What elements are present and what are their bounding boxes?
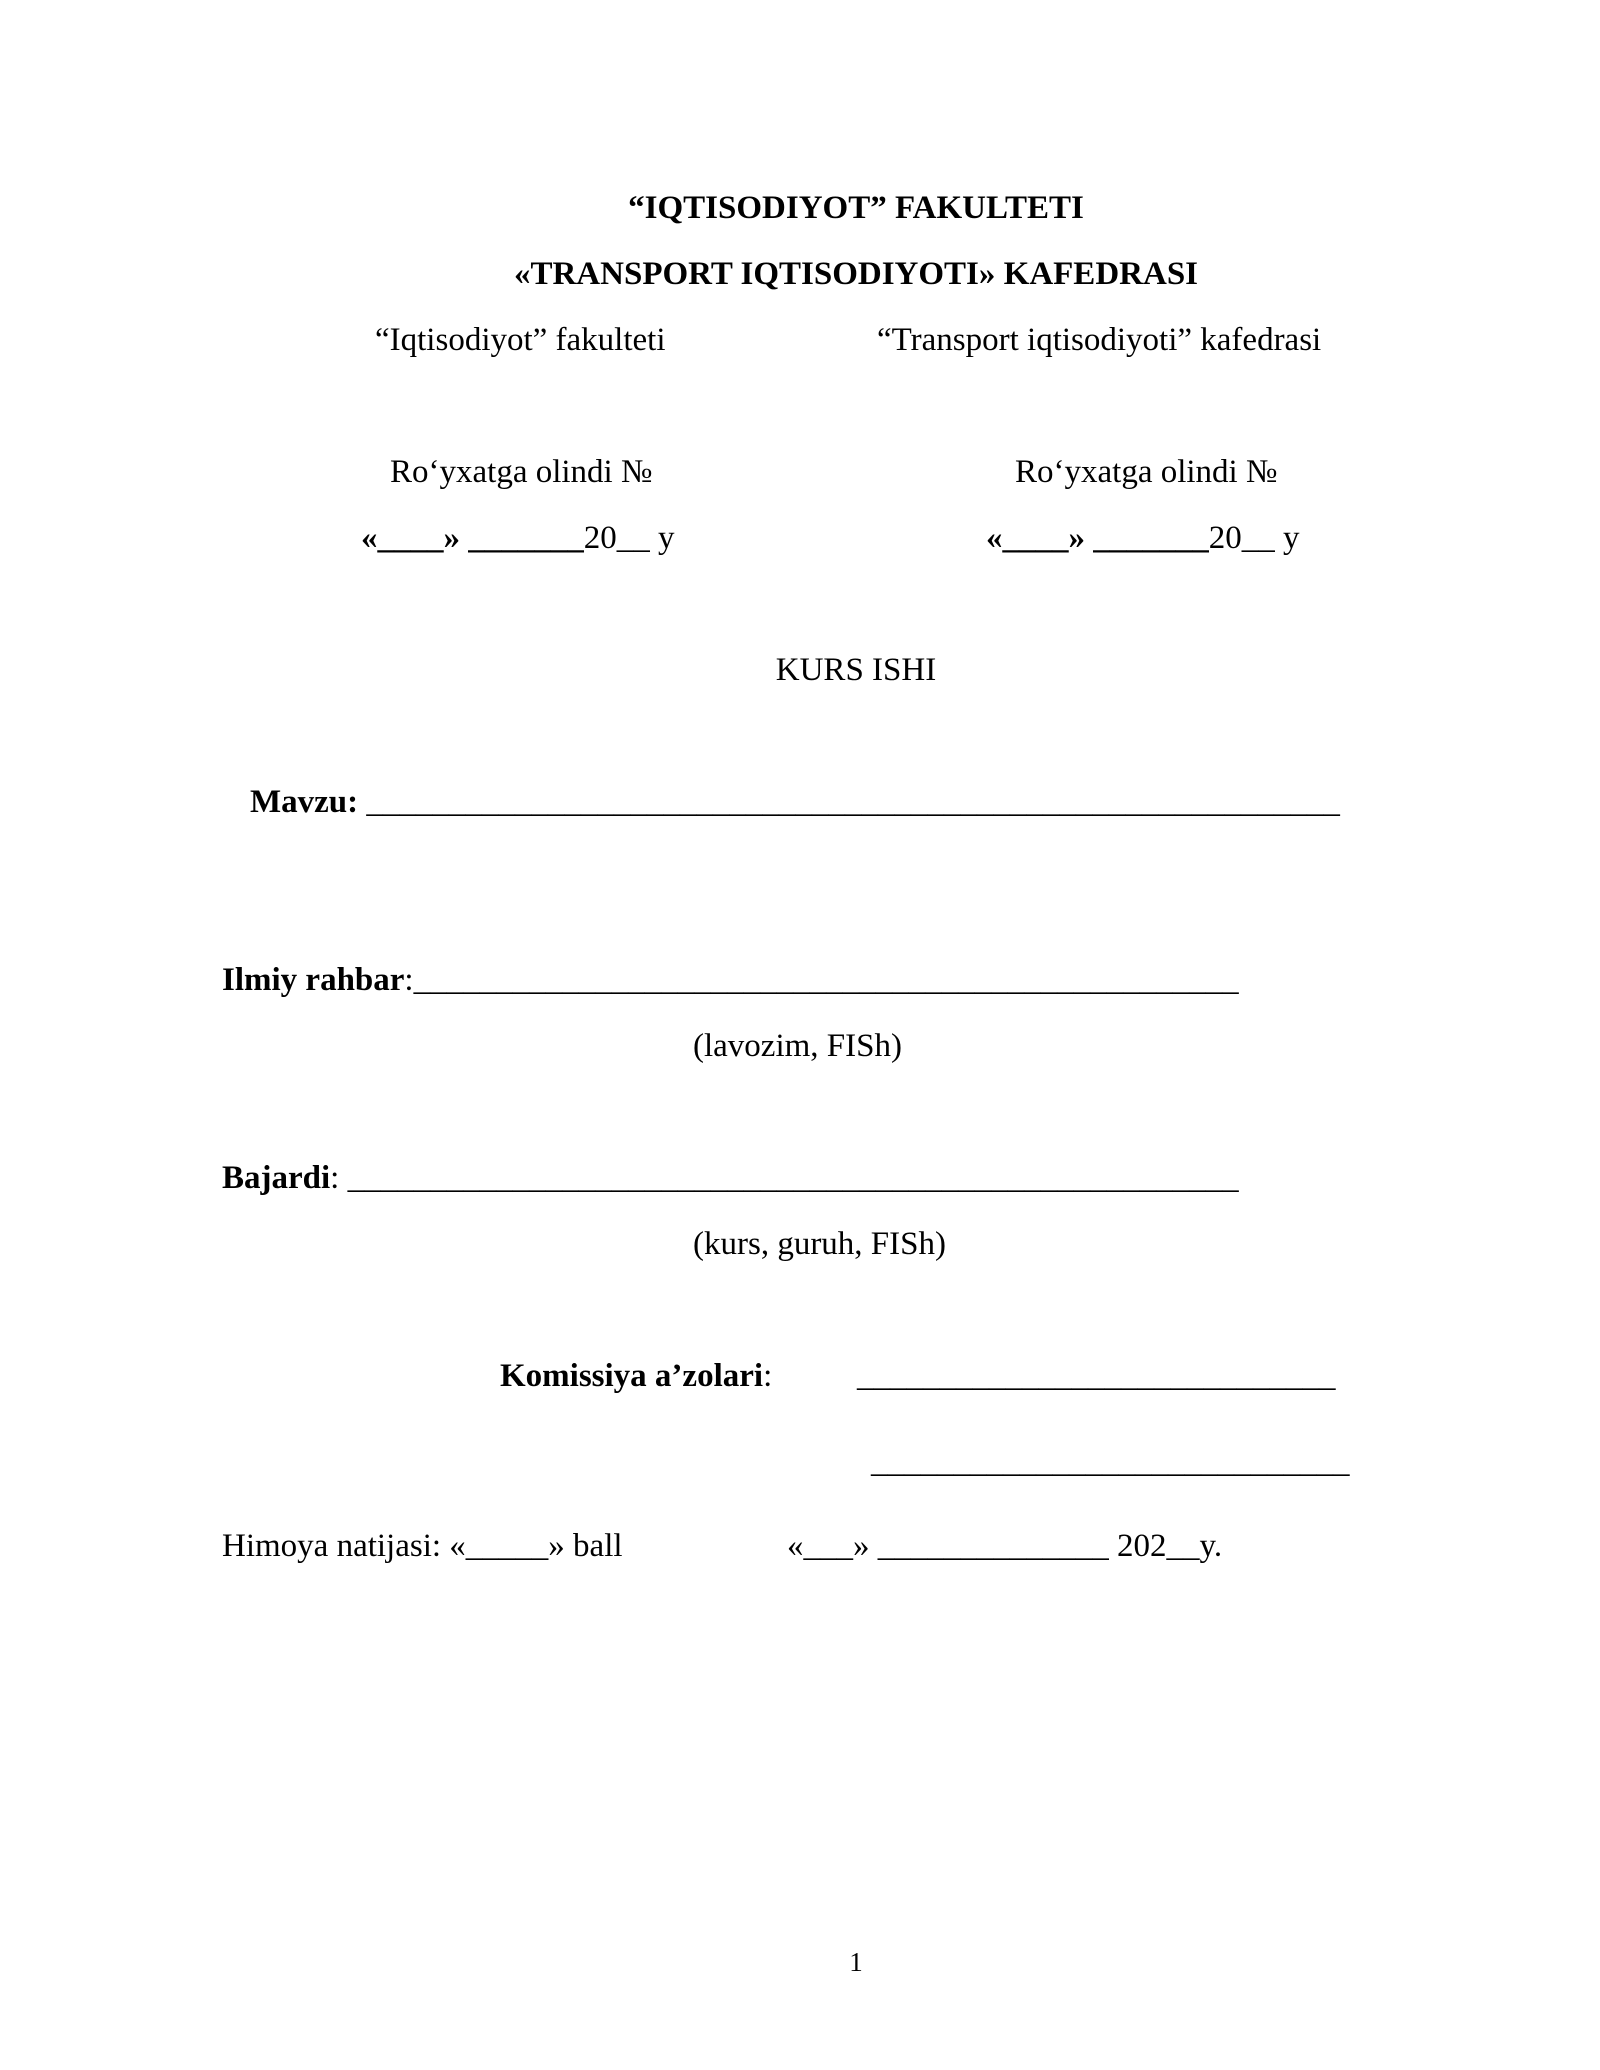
- commission-colon: :: [763, 1358, 773, 1394]
- department-title: «TRANSPORT IQTISODIYOTI» KAFEDRASI: [513, 256, 1199, 292]
- commission-member-line-2: _____________________________: [871, 1444, 1350, 1480]
- performer-row: [222, 1158, 1239, 1198]
- registration-date-right: [986, 518, 1300, 558]
- faculty-name-left: “Iqtisodiyot” fakulteti: [375, 322, 666, 358]
- supervisor-row: [222, 960, 1239, 1000]
- department-name-right: “Transport iqtisodiyoti” kafedrasi: [877, 322, 1322, 358]
- commission-label: Komissiya a’zolari: [500, 1358, 764, 1394]
- document-type: KURS ISHI: [775, 652, 937, 688]
- registration-label-right: Ro‘yxatga olindi №: [1015, 454, 1278, 490]
- commission-row: [500, 1356, 772, 1396]
- supervisor-line: :__________________________________________________: [404, 962, 1239, 998]
- registration-date-left-month: _______: [468, 520, 584, 556]
- registration-date-left-year: 20__ y: [583, 520, 675, 556]
- defense-result: Himoya natijasi: «_____» ball: [222, 1528, 623, 1564]
- page-number: 1: [849, 1947, 863, 1977]
- registration-date-right-month: _______: [1093, 520, 1209, 556]
- registration-date-left-day: «____»: [361, 520, 460, 556]
- topic-row: [250, 782, 1340, 822]
- performer-hint: (kurs, guruh, FISh): [693, 1226, 946, 1262]
- performer-line: : ______________________________________________________: [330, 1160, 1239, 1196]
- topic-label: Mavzu:: [250, 784, 359, 820]
- commission-member-line-1: _____________________________: [857, 1358, 1336, 1394]
- faculty-title: “IQTISODIYOT” FAKULTETI: [628, 190, 1084, 226]
- registration-label-left: Ro‘yxatga olindi №: [390, 454, 653, 490]
- performer-label: Bajardi: [222, 1160, 331, 1196]
- supervisor-label: Ilmiy rahbar: [222, 962, 405, 998]
- registration-date-left: [361, 518, 675, 558]
- defense-date: «___» ______________ 202__y.: [787, 1528, 1223, 1564]
- supervisor-hint: (lavozim, FISh): [693, 1028, 902, 1064]
- topic-line: ___________________________________________________________: [358, 784, 1340, 820]
- registration-date-right-day: «____»: [986, 520, 1085, 556]
- registration-date-right-year: 20__ y: [1208, 520, 1300, 556]
